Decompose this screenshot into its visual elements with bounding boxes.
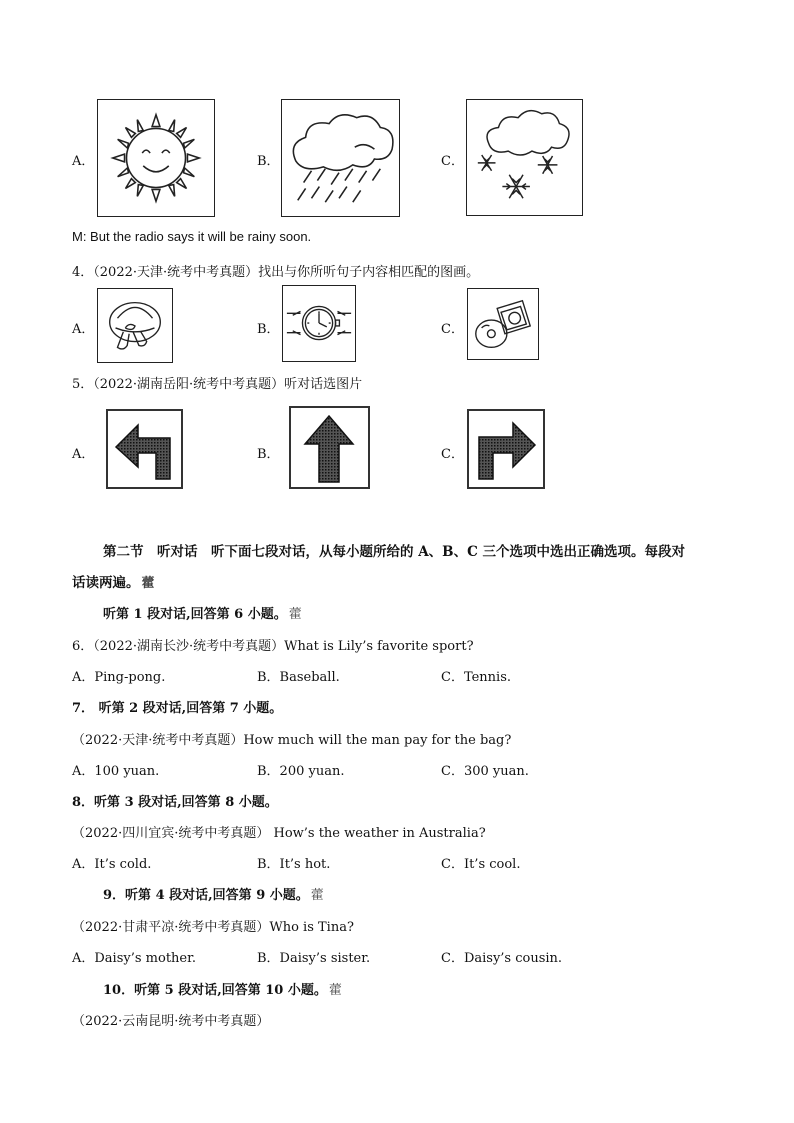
q10-intro-line xyxy=(103,979,342,998)
q8-intro: 8．听第 3 段对话,回答第 8 小题。 xyxy=(72,795,278,810)
q6-option-a[interactable]: A．Ping-pong. xyxy=(72,670,166,685)
q3-transcript: M: But the radio says it will be rainy soon. xyxy=(72,229,312,244)
q9-option-c[interactable]: C．Daisy’s cousin. xyxy=(441,951,563,966)
q7-intro: 7． 听第 2 段对话,回答第 7 小题。 xyxy=(72,701,283,716)
q9-intro-mark: 藿 xyxy=(310,888,324,903)
q4-option-a-label: A． xyxy=(72,322,95,337)
turn-left-sign-icon[interactable] xyxy=(106,409,183,489)
q3-option-a-label: A． xyxy=(72,154,95,169)
cd-icon[interactable] xyxy=(467,288,539,360)
q9-intro: 9．听第 4 段对话,回答第 9 小题。 xyxy=(103,888,309,903)
snow-cloud-icon[interactable] xyxy=(466,99,583,216)
q5-stem: 5．（2022·湖南岳阳·统考中考真题）听对话选图片 xyxy=(72,377,363,392)
q10-stem: （2022·云南昆明·统考中考真题） xyxy=(72,1014,270,1029)
q5-option-c-label: C． xyxy=(441,447,464,462)
q7-stem: （2022·天津·统考中考真题）How much will the man pay for the bag? xyxy=(72,733,512,748)
q6-option-c[interactable]: C．Tennis. xyxy=(441,670,512,685)
q3-option-c-label: C． xyxy=(441,154,464,169)
rain-cloud-icon[interactable] xyxy=(281,99,400,217)
q10-intro: 10．听第 5 段对话,回答第 10 小题。 xyxy=(103,983,327,998)
q8-option-c[interactable]: C．It’s cool. xyxy=(441,857,521,872)
q7-option-c[interactable]: C．300 yuan. xyxy=(441,764,529,779)
q9-stem: （2022·甘肃平凉·统考中考真题）Who is Tina? xyxy=(72,920,354,935)
section2-heading-text: 话读两遍。 xyxy=(72,575,140,591)
q7-option-b[interactable]: B．200 yuan. xyxy=(257,764,345,779)
q8-option-b[interactable]: B．It’s hot. xyxy=(257,857,331,872)
turn-right-sign-icon[interactable] xyxy=(467,409,545,489)
q9-option-a[interactable]: A．Daisy’s mother. xyxy=(72,951,197,966)
q9-intro-line xyxy=(103,884,324,903)
q4-stem: 4．（2022·天津·统考中考真题）找出与你所听句子内容相匹配的图画。 xyxy=(72,265,480,280)
q6-stem: 6．（2022·湖南长沙·统考中考真题）What is Lily’s favorite sport? xyxy=(72,639,474,654)
q5-option-b-label: B． xyxy=(257,447,280,462)
watch-icon[interactable] xyxy=(282,285,356,362)
q8-option-a[interactable]: A．It’s cold. xyxy=(72,857,152,872)
q6-intro-mark: 藿 xyxy=(288,607,302,622)
q6-intro-line xyxy=(103,603,302,622)
q10-intro-mark: 藿 xyxy=(328,983,342,998)
q4-option-c-label: C． xyxy=(441,322,464,337)
q8-stem: （2022·四川宜宾·统考中考真题） How’s the weather in Australia? xyxy=(72,826,486,841)
q5-option-a-label: A． xyxy=(72,447,95,462)
hat-icon[interactable] xyxy=(97,288,173,363)
section2-heading-line2 xyxy=(72,571,155,591)
q6-option-b[interactable]: B．Baseball. xyxy=(257,670,340,685)
q7-option-a[interactable]: A．100 yuan. xyxy=(72,764,160,779)
q4-option-b-label: B． xyxy=(257,322,280,337)
q9-option-b[interactable]: B．Daisy’s sister. xyxy=(257,951,371,966)
q3-option-b-label: B． xyxy=(257,154,280,169)
section2-mark: 藿 xyxy=(141,576,155,591)
q6-intro: 听第 1 段对话,回答第 6 小题。 xyxy=(103,607,287,622)
section2-heading-line1: 第二节 听对话 听下面七段对话，从每小题所给的 A、B、C 三个选项中选出正确选项。每段对 xyxy=(103,544,686,560)
sun-icon[interactable] xyxy=(97,99,215,217)
go-straight-sign-icon[interactable] xyxy=(289,406,370,489)
